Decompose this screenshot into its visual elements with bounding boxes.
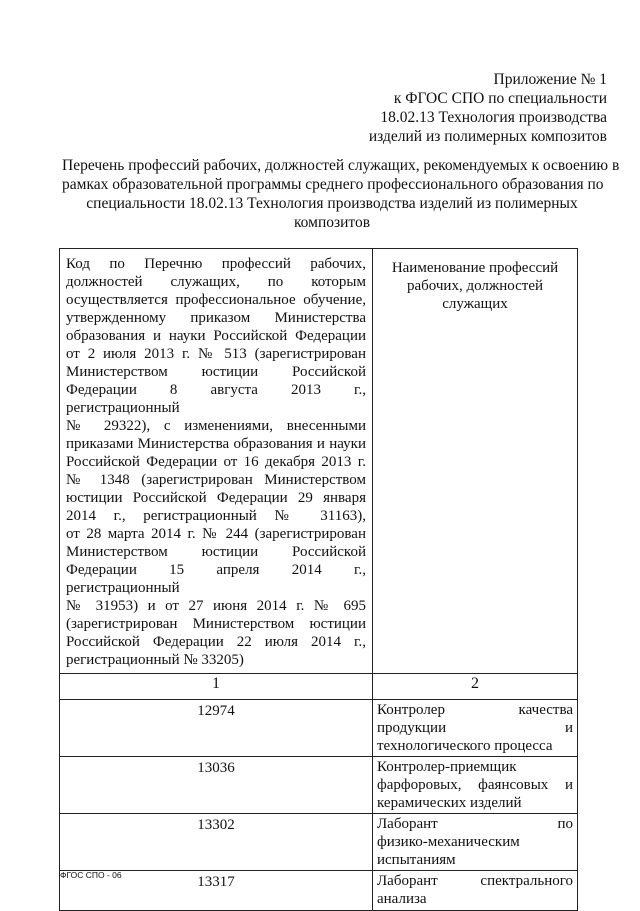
annex-title: Приложение № 1 (493, 71, 607, 88)
profession-code: 13302 (60, 814, 373, 871)
column-number: 2 (373, 674, 578, 700)
profession-code: 13317 (60, 871, 373, 911)
header-code-line: Федерации 15 апреля 2014 г., регистрационный (66, 562, 366, 596)
header-code-line: утвержденному приказом Министерства (66, 310, 366, 326)
profession-name-line: технологического процесса (377, 738, 553, 754)
table-row (60, 814, 578, 871)
header-code-line: Российской Федерации от 16 декабря 2013 г. (66, 454, 366, 470)
annex-line: изделий из полимерных композитов (368, 128, 607, 145)
table-row (60, 700, 578, 757)
header-code-line: от 28 марта 2014 г. № 244 (зарегистрирован (66, 526, 366, 542)
footer-stamp: ФГОС СПО - 06 (60, 870, 122, 880)
header-code-line: Министерством юстиции Российской (66, 364, 366, 380)
table-row (60, 757, 578, 814)
header-code-line: 2014 г., регистрационный № 31163), (66, 508, 366, 524)
profession-name-line: продукции и (377, 720, 573, 736)
header-code-line: № 1348 (зарегистрирован Министерством (66, 472, 366, 488)
profession-name-line: анализа (377, 891, 427, 907)
header-code-line: Министерством юстиции Российской (66, 544, 366, 560)
heading-line: рамках образовательной программы среднего профессионального образования по (62, 176, 604, 193)
profession-name (373, 757, 578, 814)
annex-line: 18.02.13 Технология производства (380, 109, 607, 126)
header-code-line: приказами Министерства образования и науки (66, 436, 366, 452)
header-code-line: № 29322), с изменениями, внесенными (66, 418, 366, 434)
professions-table (59, 248, 578, 911)
heading-line: композитов (293, 214, 371, 231)
profession-name-line: керамических изделий (377, 795, 522, 811)
header-code-line: Российской Федерации 22 июля 2014 г., (66, 634, 366, 650)
header-name-text (385, 259, 565, 313)
header-code-line: юстиции Российской Федерации 29 января (66, 490, 366, 506)
header-code-line: регистрационный № 33205) (66, 652, 244, 668)
profession-name-line: Контролер-приемщик (377, 759, 517, 775)
profession-name-line: фарфоровых, фаянсовых и (377, 777, 573, 793)
header-code-text (66, 255, 366, 669)
header-code-line: должностей служащих, по которым (66, 274, 366, 290)
header-name-cell (373, 249, 578, 674)
profession-name-line: Лаборант спектрального (377, 873, 573, 889)
header-code-line: Код по Перечню профессий рабочих, (66, 256, 366, 272)
profession-name-line: испытаниям (377, 852, 456, 868)
column-number: 1 (60, 674, 373, 700)
heading-line: специальности 18.02.13 Технология производства изделий из полимерных (86, 195, 578, 212)
header-code-line: осуществляется профессиональное обучение, (66, 292, 366, 308)
header-code-line: № 31953) и от 27 июня 2014 г. № 695 (66, 598, 366, 614)
heading-line: Перечень профессий рабочих, должностей служащих, рекомендуемых к освоению в (62, 157, 620, 174)
header-code-line: Федерации 8 августа 2013 г., регистрационный (66, 382, 366, 416)
profession-name (373, 700, 578, 757)
profession-name-line: Контролер качества (377, 702, 573, 718)
profession-name (373, 814, 578, 871)
table-header-row (60, 249, 578, 674)
profession-name-line: Лаборант по (377, 816, 573, 832)
profession-code: 12974 (60, 700, 373, 757)
profession-code: 13036 (60, 757, 373, 814)
header-name-line: служащих (442, 296, 508, 312)
header-name-line: рабочих, должностей (406, 278, 544, 294)
header-code-line: от 2 июля 2013 г. № 513 (зарегистрирован (66, 346, 366, 362)
header-code-cell (60, 249, 373, 674)
header-code-line: образования и науки Российской Федерации (66, 328, 366, 344)
annex-line: к ФГОС СПО по специальности (393, 90, 607, 107)
document-heading (62, 156, 620, 232)
column-number-row (60, 674, 578, 700)
header-code-line: (зарегистрирован Министерством юстиции (66, 616, 366, 632)
annex-block (347, 70, 607, 146)
profession-name-line: физико-механическим (377, 834, 520, 850)
header-name-line: Наименование профессий (391, 260, 559, 276)
